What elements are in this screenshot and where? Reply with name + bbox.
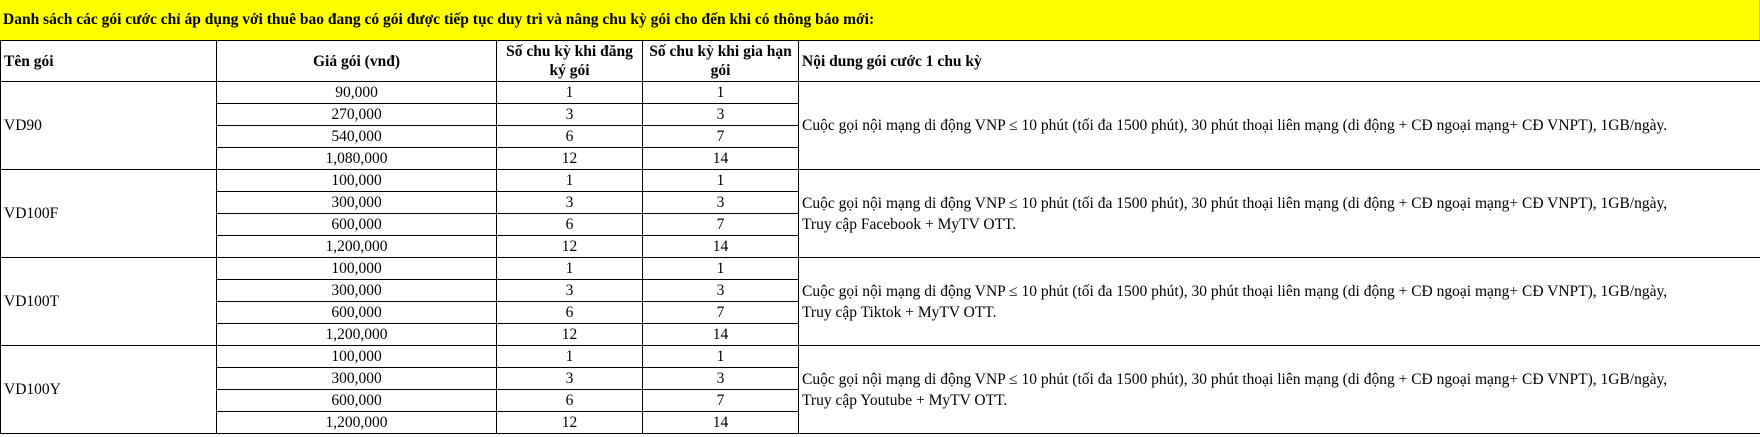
- renew-cycles-cell: 3: [643, 280, 799, 302]
- price-cell: 90,000: [217, 82, 497, 104]
- header-renew-cycles: Số chu kỳ khi gia hạn gói: [643, 41, 799, 82]
- price-cell: 600,000: [217, 302, 497, 324]
- price-cell: 1,200,000: [217, 412, 497, 434]
- register-cycles-cell: 1: [497, 258, 643, 280]
- price-cell: 1,080,000: [217, 148, 497, 170]
- register-cycles-cell: 6: [497, 302, 643, 324]
- description-line: Cuộc gọi nội mạng di động VNP ≤ 10 phút (tối đa 1500 phút), 30 phút thoại liên mạng (di động + CĐ ngoại mạng+ CĐ VNPT), 1GB/ngày,: [802, 282, 1668, 300]
- price-cell: 270,000: [217, 104, 497, 126]
- price-cell: 100,000: [217, 170, 497, 192]
- register-cycles-cell: 6: [497, 126, 643, 148]
- description-line: Truy cập Facebook + MyTV OTT.: [802, 215, 1017, 233]
- package-table: [0, 40, 1760, 434]
- table-row: [1, 346, 1760, 368]
- header-content: Nội dung gói cước 1 chu kỳ: [799, 41, 1760, 82]
- register-cycles-cell: 3: [497, 104, 643, 126]
- price-cell: 1,200,000: [217, 324, 497, 346]
- header-row: [1, 41, 1760, 82]
- header-register-cycles: Số chu kỳ khi đăng ký gói: [497, 41, 643, 82]
- renew-cycles-cell: 3: [643, 192, 799, 214]
- renew-cycles-cell: 1: [643, 170, 799, 192]
- renew-cycles-cell: 7: [643, 302, 799, 324]
- header-package-name: Tên gói: [1, 41, 217, 82]
- notice-banner: Danh sách các gói cước chỉ áp dụng với thuê bao đang có gói được tiếp tục duy trì và nâng chu kỳ gói cho đến khi có thông báo mới:: [0, 0, 1760, 40]
- description-line: Cuộc gọi nội mạng di động VNP ≤ 10 phút (tối đa 1500 phút), 30 phút thoại liên mạng (di động + CĐ ngoại mạng+ CĐ VNPT), 1GB/ngày.: [802, 117, 1668, 134]
- renew-cycles-cell: 7: [643, 126, 799, 148]
- package-description: [799, 170, 1760, 258]
- renew-cycles-cell: 7: [643, 214, 799, 236]
- renew-cycles-cell: 14: [643, 148, 799, 170]
- register-cycles-cell: 12: [497, 236, 643, 258]
- table-row: [1, 170, 1760, 192]
- price-cell: 300,000: [217, 192, 497, 214]
- register-cycles-cell: 1: [497, 346, 643, 368]
- register-cycles-cell: 6: [497, 214, 643, 236]
- renew-cycles-cell: 7: [643, 390, 799, 412]
- table-row: [1, 82, 1760, 104]
- price-cell: 300,000: [217, 368, 497, 390]
- package-description: [799, 346, 1760, 434]
- package-description: [799, 82, 1760, 170]
- package-name: VD100Y: [1, 346, 217, 434]
- register-cycles-cell: 1: [497, 82, 643, 104]
- description-line: Cuộc gọi nội mạng di động VNP ≤ 10 phút (tối đa 1500 phút), 30 phút thoại liên mạng (di động + CĐ ngoại mạng+ CĐ VNPT), 1GB/ngày,: [802, 194, 1668, 212]
- register-cycles-cell: 12: [497, 324, 643, 346]
- price-cell: 600,000: [217, 390, 497, 412]
- header-price: Giá gói (vnđ): [217, 41, 497, 82]
- price-cell: 100,000: [217, 346, 497, 368]
- description-line: Cuộc gọi nội mạng di động VNP ≤ 10 phút (tối đa 1500 phút), 30 phút thoại liên mạng (di động + CĐ ngoại mạng+ CĐ VNPT), 1GB/ngày,: [802, 370, 1668, 388]
- package-name: VD100T: [1, 258, 217, 346]
- register-cycles-cell: 6: [497, 390, 643, 412]
- register-cycles-cell: 1: [497, 170, 643, 192]
- renew-cycles-cell: 3: [643, 368, 799, 390]
- table-row: [1, 258, 1760, 280]
- register-cycles-cell: 12: [497, 148, 643, 170]
- price-cell: 300,000: [217, 280, 497, 302]
- renew-cycles-cell: 1: [643, 258, 799, 280]
- register-cycles-cell: 3: [497, 368, 643, 390]
- renew-cycles-cell: 3: [643, 104, 799, 126]
- register-cycles-cell: 12: [497, 412, 643, 434]
- price-cell: 1,200,000: [217, 236, 497, 258]
- renew-cycles-cell: 14: [643, 412, 799, 434]
- price-cell: 100,000: [217, 258, 497, 280]
- price-cell: 540,000: [217, 126, 497, 148]
- renew-cycles-cell: 1: [643, 346, 799, 368]
- description-line: Truy cập Tiktok + MyTV OTT.: [802, 303, 997, 321]
- package-name: VD90: [1, 82, 217, 170]
- description-line: Truy cập Youtube + MyTV OTT.: [802, 391, 1008, 409]
- package-description: [799, 258, 1760, 346]
- renew-cycles-cell: 14: [643, 236, 799, 258]
- price-cell: 600,000: [217, 214, 497, 236]
- renew-cycles-cell: 14: [643, 324, 799, 346]
- register-cycles-cell: 3: [497, 192, 643, 214]
- renew-cycles-cell: 1: [643, 82, 799, 104]
- package-name: VD100F: [1, 170, 217, 258]
- register-cycles-cell: 3: [497, 280, 643, 302]
